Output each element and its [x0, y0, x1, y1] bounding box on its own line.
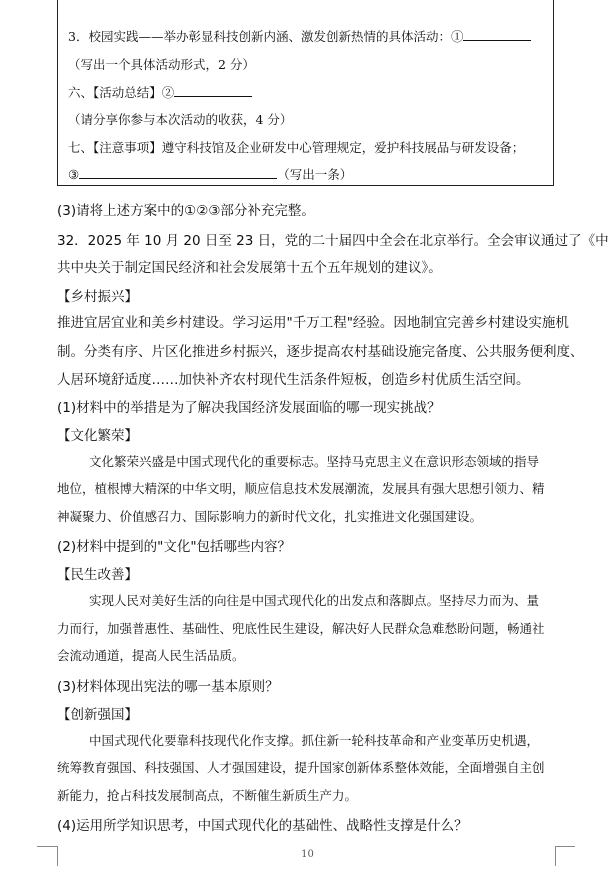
q32-intro-line-2: 共中央关于制定国民经济和社会发展第十五个五年规划的建议》。 [57, 260, 442, 276]
q32-intro-line-1: 32．2025 年 10 月 20 日至 23 日，党的二十届四中全会在北京举行。全会审议通过了《中 [57, 233, 609, 249]
sub-question-4: (4)运用所学知识思考，中国式现代化的基础性、战略性支撑是什么？ [57, 818, 468, 834]
box-line-6 [68, 165, 352, 183]
innovation-paragraph-line-2: 统筹教育强国、科技强国、人才强国建设，提升国家创新体系整体效能，全面增强自主创 [57, 760, 545, 775]
livelihood-paragraph-line-1: 实现人民对美好生活的向往是中国式现代化的出发点和落脚点。坚持尽力而为、量 [89, 593, 540, 608]
box-line-1 [68, 27, 531, 45]
box-line-6-marker: ③ [68, 167, 80, 182]
innovation-paragraph-line-3: 新能力，抢占科技发展制高点，不断催生新质生产力。 [57, 788, 358, 803]
section-title-culture: 【文化繁荣】 [57, 428, 138, 444]
box-line-4: （请分享你参与本次活动的收获，4 分） [68, 112, 293, 127]
answer-blank-1[interactable] [463, 28, 531, 41]
sub-question-1: (1)材料中的举措是为了解决我国经济发展面临的哪一现实挑战？ [57, 400, 441, 416]
question-3-instruction: (3)请将上述方案中的①②③部分补充完整。 [57, 203, 315, 219]
sub-question-3: (3)材料体现出宪法的哪一基本原则？ [57, 679, 279, 695]
section-title-innovation: 【创新强国】 [57, 707, 138, 723]
answer-blank-3[interactable] [79, 166, 277, 179]
rural-paragraph-line-1: 推进宜居宜业和美乡村建设。学习运用"千万工程"经验。因地制宜完善乡村建设实施机 [57, 315, 569, 331]
section-title-rural: 【乡村振兴】 [57, 289, 138, 305]
culture-paragraph-line-1: 文化繁荣兴盛是中国式现代化的重要标志。坚持马克思主义在意识形态领域的指导 [89, 454, 540, 469]
box-line-3-text: 六、【活动总结】② [68, 85, 175, 100]
culture-paragraph-line-2: 地位，植根博大精深的中华文明，顺应信息技术发展潮流，发展具有强大思想引领力、精 [57, 481, 545, 496]
rural-paragraph-line-2: 制。分类有序、片区化推进乡村振兴，逐步提高农村基础设施完备度、公共服务便利度、 [57, 344, 584, 360]
livelihood-paragraph-line-3: 会流动通道，提高人民生活品质。 [57, 648, 245, 663]
box-line-3 [68, 83, 252, 101]
section-title-livelihood: 【民生改善】 [57, 567, 138, 583]
box-line-6-hint: （写出一条） [277, 167, 353, 182]
box-line-5: 七、【注意事项】遵守科技馆及企业研发中心管理规定，爱护科技展品与研发设备； [68, 140, 525, 155]
page-number: 10 [301, 849, 314, 860]
sub-question-2: (2)材料中提到的"文化"包括哪些内容？ [57, 539, 292, 555]
rural-paragraph-line-3: 人居环境舒适度……加快补齐农村现代生活条件短板，创造乡村优质生活空间。 [57, 372, 530, 388]
activity-plan-box [57, 0, 554, 186]
livelihood-paragraph-line-2: 力而行，加强普惠性、基础性、兜底性民生建设，解决好人民群众急难愁盼问题，畅通社 [57, 621, 545, 636]
box-line-1-text: 3．校园实践——举办彰显科技创新内涵、激发创新热情的具体活动：① [68, 29, 464, 44]
box-line-2: （写出一个具体活动形式，2 分） [68, 57, 255, 72]
answer-blank-2[interactable] [174, 84, 252, 97]
culture-paragraph-line-3: 神凝聚力、价值感召力、国际影响力的新时代文化，扎实推进文化强国建设。 [57, 509, 483, 524]
innovation-paragraph-line-1: 中国式现代化要靠科技现代化作支撑。抓住新一轮科技革命和产业变革历史机遇， [89, 733, 540, 748]
